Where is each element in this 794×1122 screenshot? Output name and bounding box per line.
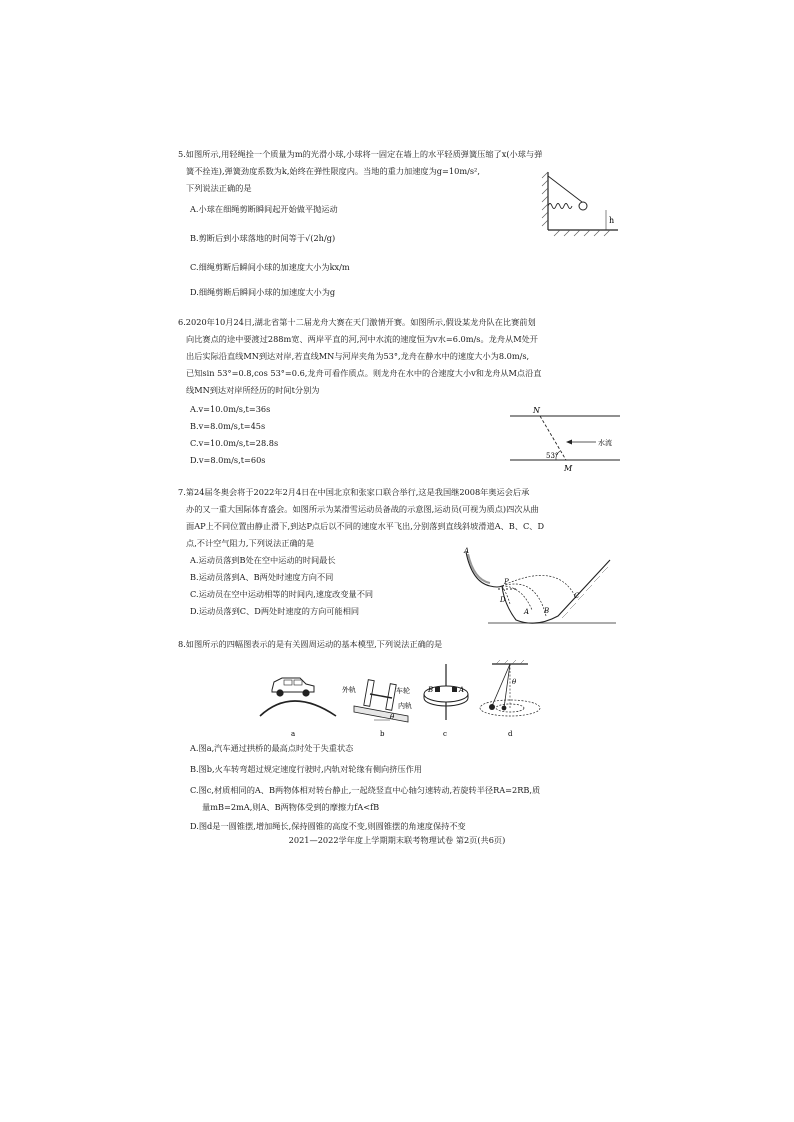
q8-option-a: A.图a,汽车通过拱桥的最高点时处于失重状态	[190, 743, 354, 753]
q8-option-d: D.图d是一圆锥摆,增加绳长,保持圆锥的高度不变,则圆锥摆的角速度保持不变	[190, 821, 466, 831]
q7-fig-c-label: C	[574, 592, 580, 600]
q5-fig-h-label: h	[609, 216, 615, 225]
q7-option-d: D.运动员落到C、D两处时速度的方向可能相同	[190, 606, 360, 616]
q8-figure-c	[424, 664, 468, 738]
q7-fig-d-label: D	[500, 596, 506, 604]
q8-figure	[256, 660, 556, 740]
q7-stem-line: 面AP上不同位置由静止滑下,到达P点后以不同的速度水平飞出,分别落到直线斜坡滑道A、B、C、D	[186, 521, 545, 531]
q5-stem-line: 簧不拴连),弹簧劲度系数为k,始终在弹性限度内。当地的重力加速度为g=10m/s²,	[186, 166, 480, 176]
q8-fig-b-label: b	[380, 730, 385, 738]
q6-figure	[508, 404, 626, 476]
q7-stem-line: 点,不计空气阻力,下列说法正确的是	[186, 538, 315, 548]
q5-figure	[540, 168, 620, 240]
q7-figure	[458, 546, 616, 630]
q6-option-d: D.v=8.0m/s,t=60s	[190, 455, 266, 465]
q6-fig-angle-label: 53°	[546, 452, 559, 460]
q6-fig-n-label: N	[533, 406, 540, 415]
q7-stem-line: 7.第24届冬奥会将于2022年2月4日在中国北京和张家口联合举行,这是我国继2008年奥运会后承	[178, 487, 530, 497]
q8-fig-wheel-label: 车轮	[396, 687, 410, 695]
q6-fig-flow-label: 水流	[598, 439, 612, 447]
q5-option-d: D.细绳剪断后瞬间小球的加速度大小为g	[190, 287, 336, 297]
q7-option-b: B.运动员落到A、B两处时速度方向不同	[190, 572, 334, 582]
q6-stem-line: 向比赛点的途中要渡过288m宽、两岸平直的河,河中水流的速度恒为v水=6.0m/s。龙舟从M处开	[186, 334, 538, 344]
q8-figure-b	[342, 680, 412, 738]
q6-option-a: A.v=10.0m/s,t=36s	[190, 404, 271, 414]
q7-fig-p-label: P	[504, 578, 509, 586]
q6-option-c: C.v=10.0m/s,t=28.8s	[190, 438, 279, 448]
q7-fig-a-label: A	[524, 608, 530, 616]
q7-stem-line: 办的又一重大国际体育盛会。如图所示为某滑雪运动员备战的示意图,运动员(可视为质点)四次从曲	[186, 504, 539, 514]
q6-stem-line: 出后实际沿直线MN到达对岸,若直线MN与河岸夹角为53°,龙舟在静水中的速度大小为8.0m/s,	[186, 351, 530, 361]
q8-figure-a	[260, 678, 336, 738]
q8-stem-line: 8.如图所示的四幅图表示的是有关圆周运动的基本模型,下列说法正确的是	[178, 639, 443, 649]
q7-option-c: C.运动员在空中运动相等的时间内,速度改变量不同	[190, 589, 374, 599]
q5-option-b: B.剪断后到小球落地的时间等于√(2h/g)	[190, 233, 336, 243]
q8-figure-d	[480, 660, 540, 738]
q8-fig-a-label: a	[291, 730, 296, 738]
q8-fig-disk-b-label: B	[428, 686, 434, 694]
q8-option-b: B.图b,火车转弯超过规定速度行驶时,内轨对轮缘有侧向挤压作用	[190, 764, 422, 774]
q6-option-b: B.v=8.0m/s,t=45s	[190, 421, 266, 431]
q6-stem-line: 6.2020年10月24日,湖北省第十二届龙舟大赛在天门激情开赛。如图所示,假设某龙舟队在比赛前划	[178, 317, 536, 327]
q6-fig-m-label: M	[564, 464, 573, 473]
q8-option-c: C.图c,材质相同的A、B两物体相对转台静止,一起绕竖直中心轴匀速转动,若旋转半径RA=2RB,质	[190, 785, 541, 795]
q7-option-a: A.运动员落到B处在空中运动的时间最长	[190, 555, 336, 565]
q8-fig-cone-theta-label: θ	[512, 678, 517, 686]
q6-stem-line: 已知sin 53°=0.8,cos 53°=0.6,龙舟可看作质点。则龙舟在水中的合速度大小v和龙舟从M点沿直	[186, 368, 542, 378]
q5-stem-line: 下列说法正确的是	[186, 183, 252, 193]
q7-fig-a-top-label: A	[464, 547, 470, 555]
q8-option-c-cont: 量mB=2mA,则A、B两物体受到的摩擦力fA<fB	[202, 802, 380, 812]
page-footer: 2021—2022学年度上学期期末联考物理试卷 第2页(共6页)	[288, 835, 506, 845]
q5-option-a: A.小球在细绳剪断瞬间起开始做平抛运动	[190, 204, 338, 214]
q8-fig-inner-rail-label: 内轨	[398, 702, 412, 710]
q6-stem-line: 线MN到达对岸所经历的时间t分别为	[186, 385, 320, 395]
q8-fig-c-label: c	[443, 730, 447, 738]
q8-fig-outer-rail-label: 外轨	[342, 686, 356, 694]
question-8	[178, 636, 618, 653]
question-8-options	[178, 740, 618, 835]
q5-option-c: C.细绳剪断后瞬间小球的加速度大小为kx/m	[190, 262, 350, 272]
q5-stem-line: 5.如图所示,用轻绳拴一个质量为m的光滑小球,小球将一固定在墙上的水平轻质弹簧压缩了x(小球与弹	[178, 149, 543, 159]
q8-fig-theta-label: θ	[390, 713, 395, 721]
q8-fig-disk-a-label: A	[459, 686, 465, 694]
q8-fig-d-label: d	[508, 730, 513, 738]
q7-fig-b-label: B	[544, 607, 550, 615]
